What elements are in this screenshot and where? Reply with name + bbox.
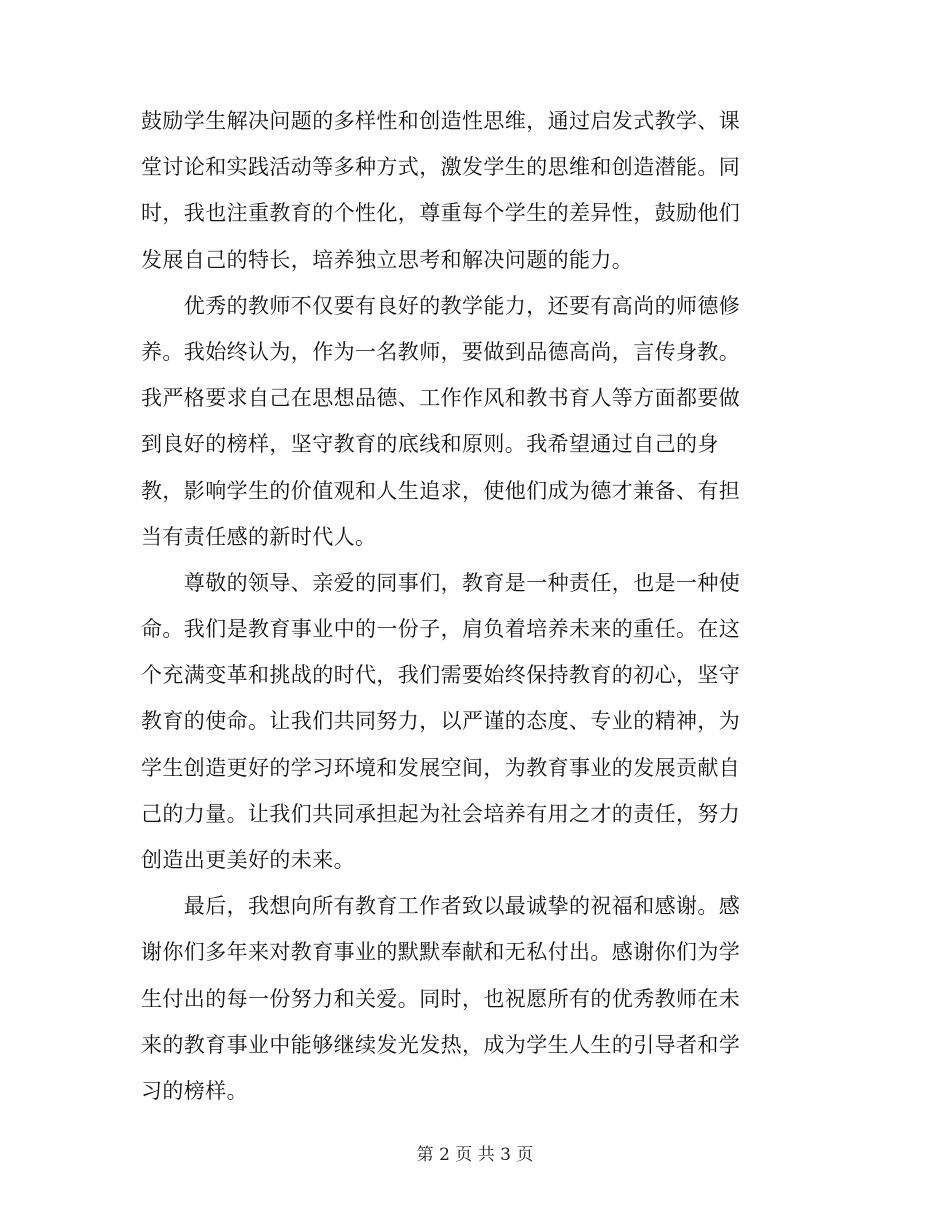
text-line: 堂讨论和实践活动等多种方式，激发学生的思维和创造潜能。同 xyxy=(141,155,741,180)
text-line: 最后，我想向所有教育工作者致以最诚挚的祝福和感谢。感 xyxy=(141,894,741,919)
text-line: 教，影响学生的价值观和人生追求，使他们成为德才兼备、有担 xyxy=(141,478,741,503)
text-line: 创造出更美好的未来。 xyxy=(141,848,355,872)
text-line: 尊敬的领导、亲爱的同事们，教育是一种责任，也是一种使 xyxy=(141,570,741,595)
text-line: 习的榜样。 xyxy=(141,1078,248,1103)
text-line: 学生创造更好的学习环境和发展空间，为教育事业的发展贡献自 xyxy=(141,755,741,780)
text-line: 己的力量。让我们共同承担起为社会培养有用之才的责任，努力 xyxy=(141,801,741,826)
text-line: 优秀的教师不仅要有良好的教学能力，还要有高尚的师德修 xyxy=(141,293,741,318)
text-line: 养。我始终认为，作为一名教师，要做到品德高尚，言传身教。 xyxy=(141,339,741,364)
text-line: 时，我也注重教育的个性化，尊重每个学生的差异性，鼓励他们 xyxy=(141,201,741,226)
text-line: 鼓励学生解决问题的多样性和创造性思维，通过启发式教学、课 xyxy=(141,109,741,133)
text-line: 谢你们多年来对教育事业的默默奉献和无私付出。感谢你们为学 xyxy=(141,940,741,965)
text-line: 当有责任感的新时代人。 xyxy=(141,524,377,549)
text-line: 生付出的每一份努力和关爱。同时，也祝愿所有的优秀教师在未 xyxy=(141,986,741,1011)
text-line: 个充满变革和挑战的时代，我们需要始终保持教育的初心，坚守 xyxy=(141,663,741,688)
text-line: 命。我们是教育事业中的一份子，肩负着培养未来的重任。在这 xyxy=(141,617,741,642)
text-line: 我严格要求自己在思想品德、工作作风和教书育人等方面都要做 xyxy=(141,386,741,411)
body-text xyxy=(141,98,807,1114)
page-number-footer: 第 2 页 共 3 页 xyxy=(416,1145,534,1165)
text-line: 到良好的榜样，坚守教育的底线和原则。我希望通过自己的身 xyxy=(141,432,719,457)
text-line: 教育的使命。让我们共同努力，以严谨的态度、专业的精神，为 xyxy=(141,709,741,734)
text-line: 来的教育事业中能够继续发光发热，成为学生人生的引导者和学 xyxy=(141,1032,741,1057)
text-line: 发展自己的特长，培养独立思考和解决问题的能力。 xyxy=(141,247,634,272)
